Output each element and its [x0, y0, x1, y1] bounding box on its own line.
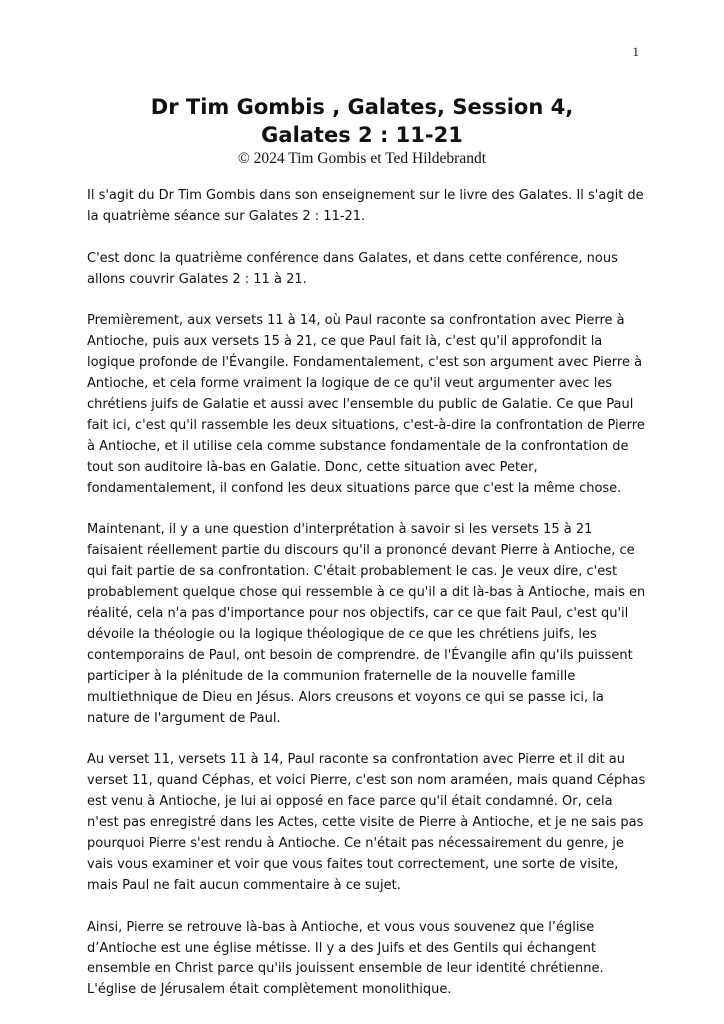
document-header: [0, 93, 724, 169]
paragraph: Premièrement, aux versets 11 à 14, où Paul raconte sa confrontation avec Pierre à Antioche, puis aux versets 15 à 21, ce que Paul fait là, c'est qu'il approfondit la logique profonde de l'Évangile. Fondamentalement, c'est son argument avec Pierre à Antioche, et cela forme vraiment la logique de ce qu'il veut argumenter avec les chrétiens juifs de Galatie et aussi avec l'ensemble du public de Galatie. Ce que Paul fait ici, c'est qu'il rassemble les deux situations, c'est-à-dire la confrontation de Pierre à Antioche, et il utilise cela comme substance fondamentale de la confrontation de tout son auditoire là-bas en Galatie. Donc, cette situation avec Peter, fondamentalement, il confond les deux situations parce que c'est la même chose.: [87, 313, 645, 496]
paragraph: Au verset 11, versets 11 à 14, Paul raconte sa confrontation avec Pierre et il dit au verset 11, quand Céphas, et voici Pierre, c'est son nom araméen, mais quand Céphas est venu à Antioche, je lui ai opposé en face parce qu'il était condamné. Or, cela n'est pas enregistré dans les Actes, cette visite de Pierre à Antioche, et je ne sais pas pourquoi Pierre s'est rendu à Antioche. Ce n'était pas nécessairement du genre, je vais vous examiner et voir que vous faites tout correctement, une sorte de visite, mais Paul ne fait aucun commentaire à ce sujet.: [87, 752, 646, 893]
copyright-notice: © 2024 Tim Gombis et Ted Hildebrandt: [237, 150, 487, 167]
page-number: 1: [632, 44, 639, 59]
title-line-1: Dr Tim Gombis , Galates, Session 4,: [150, 95, 574, 119]
paragraph: Maintenant, il y a une question d'interprétation à savoir si les versets 15 à 21 faisaient réellement partie du discours qu'il a prononcé devant Pierre à Antioche, ce qui fait partie de sa confrontation. C'était probablement le cas. Je veux dire, c'est probablement quelque chose qui ressemble à ce qu'il a dit là-bas à Antioche, mais en réalité, cela n'a pas d'importance pour nos objectifs, car ce que fait Paul, c'est qu'il dévoile la théologie ou la logique théologique de ce que les chrétiens juifs, les contemporains de Paul, ont besoin de comprendre. de l'Évangile afin qu'ils puissent participer à la plénitude de la communion fraternelle de la nouvelle famille multiethnique de Dieu en Jésus. Alors creusons et voyons ce qui se passe ici, la nature de l'argument de Paul.: [87, 522, 646, 726]
paragraph: Il s'agit du Dr Tim Gombis dans son enseignement sur le livre des Galates. Il s'agit de la quatrième séance sur Galates 2 : 11-21.: [87, 188, 644, 224]
paragraph: Ainsi, Pierre se retrouve là-bas à Antioche, et vous vous souvenez que l’église d’Antioche est une église métisse. Il y a des Juifs et des Gentils qui échangent ensemble en Christ parce qu'ils jouissent ensemble de leur identité chrétienne. L'église de Jérusalem était complètement monolithique.: [87, 919, 604, 998]
paragraph: C'est donc la quatrième conférence dans Galates, et dans cette conférence, nous allons couvrir Galates 2 : 11 à 21.: [87, 250, 618, 287]
document-body: [87, 186, 647, 1022]
title-line-2: Galates 2 : 11-21: [261, 123, 463, 147]
